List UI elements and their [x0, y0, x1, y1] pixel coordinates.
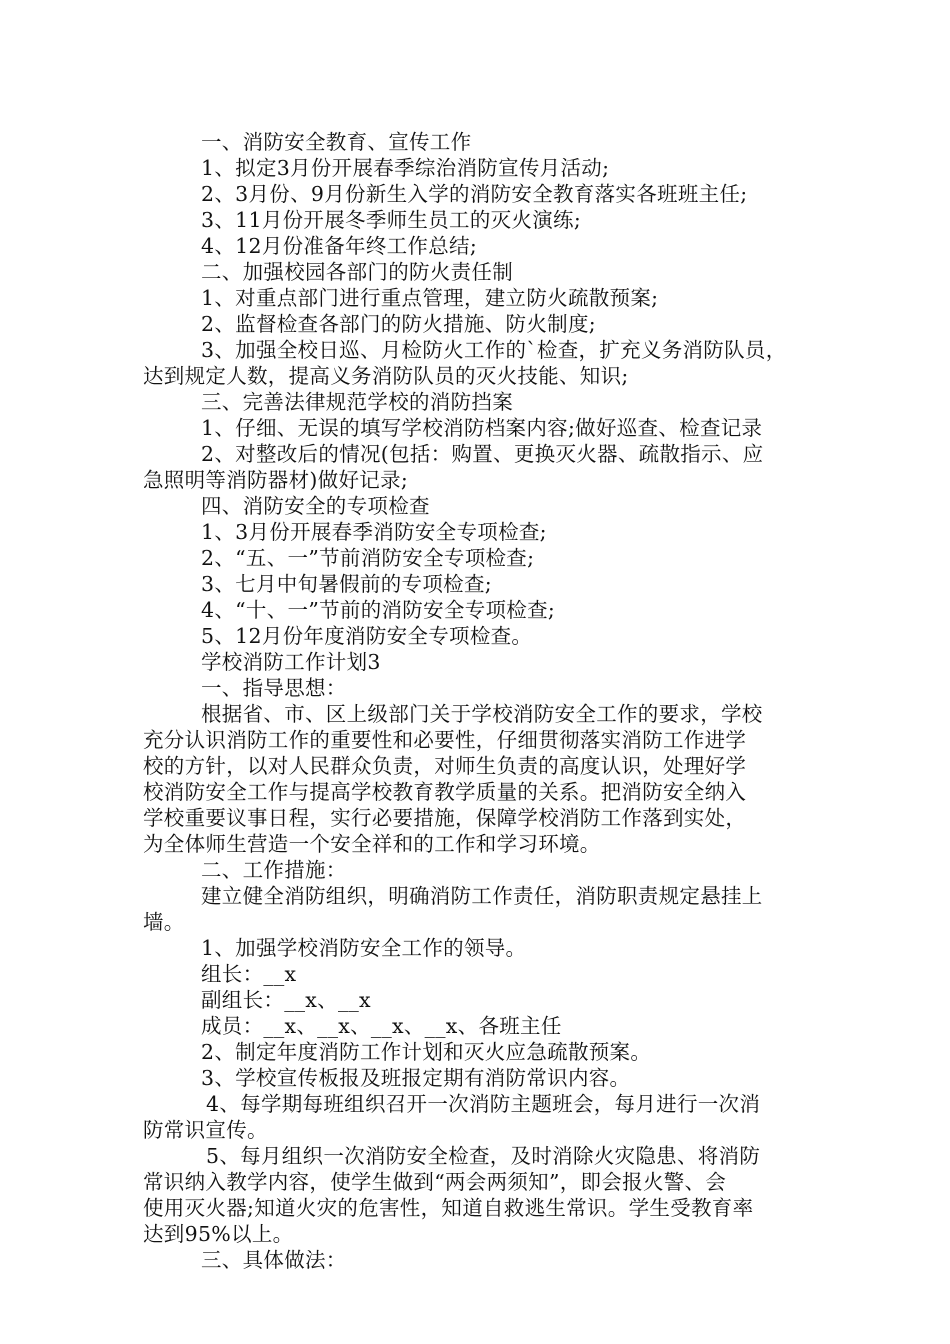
- list-item: 4、12月份准备年终工作总结;: [201, 234, 478, 258]
- paragraph-line: 校消防安全工作与提高学校教育教学质量的关系。把消防安全纳入: [143, 780, 747, 804]
- list-item: 1、对重点部门进行重点管理，建立防火疏散预案;: [201, 286, 659, 310]
- paragraph-line: 墙。: [143, 910, 185, 934]
- paragraph-line: 学校重要议事日程，实行必要措施，保障学校消防工作落到实处，: [143, 806, 747, 830]
- team-leader: 组长：__x: [201, 962, 297, 986]
- paragraph-line: 根据省、市、区上级部门关于学校消防安全工作的要求，学校: [201, 702, 763, 726]
- list-item: 1、加强学校消防安全工作的领导。: [201, 936, 527, 960]
- paragraph-line: 为全体师生营造一个安全祥和的工作和学习环境。: [143, 832, 601, 856]
- heading-2: 二、加强校园各部门的防火责任制: [201, 260, 513, 284]
- list-item: 5、每月组织一次消防安全检查，及时消除火灾隐患、将消防: [206, 1144, 761, 1168]
- list-item: 2、3月份、9月份新生入学的消防安全教育落实各班班主任;: [201, 182, 748, 206]
- heading-1: 一、指导思想：: [201, 676, 347, 700]
- heading-3: 三、具体做法：: [201, 1248, 347, 1272]
- list-item: 1、仔细、无误的填写学校消防档案内容;做好巡查、检查记录: [201, 416, 763, 440]
- section-title: 学校消防工作计划3: [201, 650, 381, 674]
- heading-1: 一、消防安全教育、宣传工作: [201, 130, 472, 154]
- list-item: 3、学校宣传板报及班报定期有消防常识内容。: [201, 1066, 631, 1090]
- heading-4: 四、消防安全的专项检查: [201, 494, 430, 518]
- list-item-continued: 达到规定人数，提高义务消防队员的灭火技能、知识;: [143, 364, 629, 388]
- list-item: 1、3月份开展春季消防安全专项检查;: [201, 520, 547, 544]
- team-deputy: 副组长：__x、__x: [201, 988, 371, 1012]
- list-item: 3、加强全校日巡、月检防火工作的`检查，扩充义务消防队员，: [201, 338, 787, 362]
- paragraph-line: 校的方针，以对人民群众负责，对师生负责的高度认识，处理好学: [143, 754, 747, 778]
- list-item-continued: 达到95%以上。: [143, 1222, 294, 1246]
- list-item: 2、对整改后的情况(包括：购置、更换灭火器、疏散指示、应: [201, 442, 764, 466]
- list-item: 4、“十、一”节前的消防安全专项检查;: [201, 598, 556, 622]
- list-item-continued: 防常识宣传。: [143, 1118, 268, 1142]
- list-item-continued: 使用灭火器;知道火灾的危害性，知道自救逃生常识。学生受教育率: [143, 1196, 754, 1220]
- list-item: 3、七月中旬暑假前的专项检查;: [201, 572, 492, 596]
- list-item: 3、11月份开展冬季师生员工的灭火演练;: [201, 208, 582, 232]
- heading-3: 三、完善法律规范学校的消防挡案: [201, 390, 513, 414]
- list-item-continued: 急照明等消防器材)做好记录;: [143, 468, 409, 492]
- list-item: 1、拟定3月份开展春季综治消防宣传月活动;: [201, 156, 610, 180]
- list-item: 2、制定年度消防工作计划和灭火应急疏散预案。: [201, 1040, 652, 1064]
- list-item-continued: 常识纳入教学内容，使学生做到“两会两须知”，即会报火警、会: [143, 1170, 727, 1194]
- paragraph-line: 建立健全消防组织，明确消防工作责任，消防职责规定悬挂上: [201, 884, 763, 908]
- heading-2: 二、工作措施：: [201, 858, 347, 882]
- team-members: 成员：__x、__x、__x、__x、各班主任: [201, 1014, 562, 1038]
- list-item: 2、监督检查各部门的防火措施、防火制度;: [201, 312, 596, 336]
- list-item: 2、“五、一”节前消防安全专项检查;: [201, 546, 535, 570]
- list-item: 5、12月份年度消防安全专项检查。: [201, 624, 533, 648]
- list-item: 4、每学期每班组织召开一次消防主题班会，每月进行一次消: [206, 1092, 761, 1116]
- paragraph-line: 充分认识消防工作的重要性和必要性，仔细贯彻落实消防工作进学: [143, 728, 747, 752]
